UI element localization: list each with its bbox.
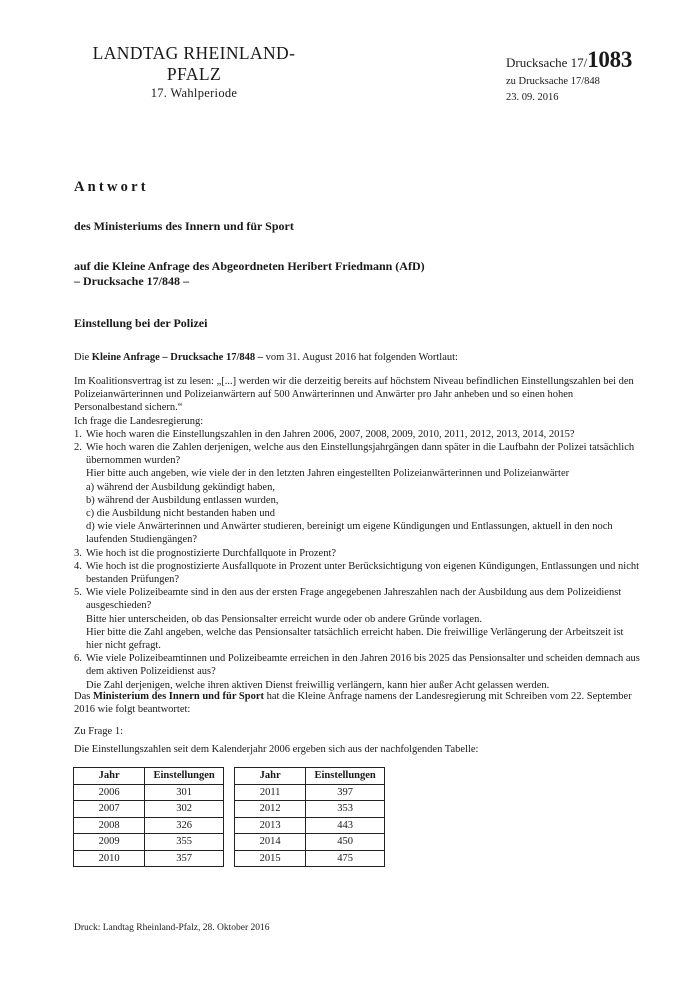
question-number: 5.	[74, 587, 82, 599]
question-number: 1.	[74, 428, 82, 440]
zu-drucksache: zu Drucksache 17/848	[506, 76, 600, 87]
question-block	[74, 375, 640, 692]
answer-intro-bold: Ministerium des Innern und für Sport	[92, 691, 265, 702]
hires-cell: 353	[306, 801, 385, 818]
question-text: a) während der Ausbildung gekündigt haben,	[86, 481, 275, 493]
year-cell: 2015	[235, 850, 306, 867]
question-text: c) die Ausbildung nicht bestanden haben und	[86, 508, 275, 520]
hires-cell: 355	[145, 834, 224, 851]
question-text: d) wie viele Anwärterinnen und Anwärter studieren, bereinigt um eigene Kündigungen und Entlassungen, aktuell in den noch laufenden Studiengängen?	[86, 521, 613, 546]
intro-post: vom 31. August 2016 hat folgenden Wortlaut:	[263, 352, 458, 363]
ask-line: Ich frage die Landesregierung:	[74, 415, 204, 427]
intro-bold: Kleine Anfrage – Drucksache 17/848 –	[91, 352, 263, 363]
table-row	[74, 784, 224, 801]
question-text: Die Zahl derjenigen, welche ihren aktiven Dienst freiwillig verlängern, kann hier außer Acht gelassen werden.	[86, 679, 550, 691]
question-number: 6.	[74, 653, 82, 665]
table-row	[74, 834, 224, 851]
question-text: b) während der Ausbildung entlassen wurden,	[86, 494, 279, 506]
subject-title: Einstellung bei der Polizei	[74, 316, 208, 330]
table-row	[74, 801, 224, 818]
hiring-table-right	[234, 767, 385, 867]
question-number: 2.	[74, 442, 82, 454]
hiring-table-left	[73, 767, 224, 867]
year-cell: 2006	[74, 784, 145, 801]
question-text: Hier bitte auch angeben, wie viele der in den letzten Jahren eingestellten Polizeianwärterinnen und Polizeianwärter	[86, 468, 570, 480]
table-row	[235, 850, 385, 867]
question-text: Wie hoch ist die prognostizierte Durchfallquote in Prozent?	[86, 547, 337, 559]
answer-intro-post: hat die Kleine Anfrage namens der Landesregierung mit Schreiben vom 22. September 2016 wie folgt beantwortet:	[74, 691, 632, 716]
table-row	[235, 817, 385, 834]
hires-cell: 443	[306, 817, 385, 834]
year-cell: 2014	[235, 834, 306, 851]
question-number: 3.	[74, 547, 82, 559]
request-line-1: auf die Kleine Anfrage des Abgeordneten Heribert Friedmann (AfD)	[74, 259, 425, 273]
question-item	[74, 441, 640, 547]
question-item	[74, 547, 640, 560]
column-header-hires: Einstellungen	[306, 768, 385, 785]
column-header-year: Jahr	[74, 768, 145, 785]
drucksache-line	[506, 47, 632, 73]
question-item	[74, 428, 640, 441]
document-date: 23. 09. 2016	[506, 92, 559, 103]
question-text: Bitte hier unterscheiden, ob das Pensionsalter erreicht wurde oder ob andere Gründe vorlagen.	[86, 613, 482, 625]
table-row	[235, 801, 385, 818]
year-cell: 2009	[74, 834, 145, 851]
year-cell: 2007	[74, 801, 145, 818]
hires-cell: 357	[145, 850, 224, 867]
hires-cell: 450	[306, 834, 385, 851]
header-right	[506, 47, 632, 105]
question-text: Wie hoch waren die Zahlen derjenigen, welche aus den Einstellungsjahrgängen dann später in die Laufbahn der Polizei tatsächlich übernommen wurden?	[86, 442, 635, 467]
hires-cell: 475	[306, 850, 385, 867]
drucksache-number: 1083	[587, 47, 633, 72]
table-row	[235, 784, 385, 801]
question-text: Wie hoch ist die prognostizierte Ausfallquote in Prozent unter Berücksichtigung von eigenen Kündigungen, Entlassungen und nicht bestanden Prüfungen?	[86, 560, 640, 586]
drucksache-label: Drucksache 17/	[506, 55, 588, 70]
question-item	[74, 652, 640, 692]
hires-cell: 301	[145, 784, 224, 801]
table-header-row	[235, 768, 385, 785]
year-cell: 2011	[235, 784, 306, 801]
question-item	[74, 560, 640, 586]
legislative-period: 17. Wahlperiode	[150, 86, 238, 100]
answer-heading: Zu Frage 1:	[74, 726, 123, 737]
table-row	[235, 834, 385, 851]
intro-paragraph	[74, 351, 640, 364]
question-text: Wie viele Polizeibeamtinnen und Polizeibeamte erreichen in den Jahren 2016 bis 2025 das Pensionsalter und scheiden demnach aus dem aktiven Polizeidienst aus?	[86, 653, 640, 678]
answer-intro-pre: Das	[74, 691, 93, 702]
intro-pre: Die	[74, 352, 92, 363]
header-left	[74, 43, 314, 101]
year-cell: 2010	[74, 850, 145, 867]
hires-cell: 397	[306, 784, 385, 801]
question-list	[74, 428, 640, 692]
question-item	[74, 586, 640, 652]
question-text: Wie hoch waren die Einstellungszahlen in den Jahren 2006, 2007, 2008, 2009, 2010, 2011, 2012, 2013, 2014, 2015?	[86, 428, 575, 440]
column-header-hires: Einstellungen	[145, 768, 224, 785]
question-number: 4.	[74, 560, 82, 572]
hires-cell: 302	[145, 801, 224, 818]
table-header-row	[74, 768, 224, 785]
table-row	[74, 850, 224, 867]
ministry-line: des Ministeriums des Innern und für Sport	[74, 219, 294, 233]
print-footer: Druck: Landtag Rheinland-Pfalz, 28. Oktober 2016	[74, 923, 270, 933]
request-line-2: – Drucksache 17/848 –	[74, 274, 189, 288]
table-intro: Die Einstellungszahlen seit dem Kalenderjahr 2006 ergeben sich aus der nachfolgenden Tabelle:	[74, 744, 479, 755]
question-text: Hier bitte die Zahl angeben, welche das Pensionsalter tatsächlich erreicht haben. Die freiwillige Verlängerung der Arbeitszeit ist hier nicht gefragt.	[86, 626, 624, 652]
document-type: Antwort	[74, 179, 149, 195]
hires-cell: 326	[145, 817, 224, 834]
year-cell: 2008	[74, 817, 145, 834]
quote-paragraph: Im Koalitionsvertrag ist zu lesen: „[...] werden wir die derzeitig bereits auf höchstem Niveau befindlichen Einstellungszahlen bei den Polizeianwärterinnen und Polizeianwärtern auf 500 Anwärterinnen und Anwärter pro Jahr anheben und so einen hohen Personalbestand sichern.“	[74, 376, 634, 414]
answer-intro	[74, 690, 640, 716]
column-header-year: Jahr	[235, 768, 306, 785]
institution-name: LANDTAG RHEINLAND-PFALZ	[92, 43, 296, 84]
year-cell: 2013	[235, 817, 306, 834]
question-text: Wie viele Polizeibeamte sind in den aus der ersten Frage angegebenen Jahreszahlen nach der Ausbildung aus dem Polizeidienst ausgeschieden?	[86, 587, 622, 612]
table-row	[74, 817, 224, 834]
year-cell: 2012	[235, 801, 306, 818]
